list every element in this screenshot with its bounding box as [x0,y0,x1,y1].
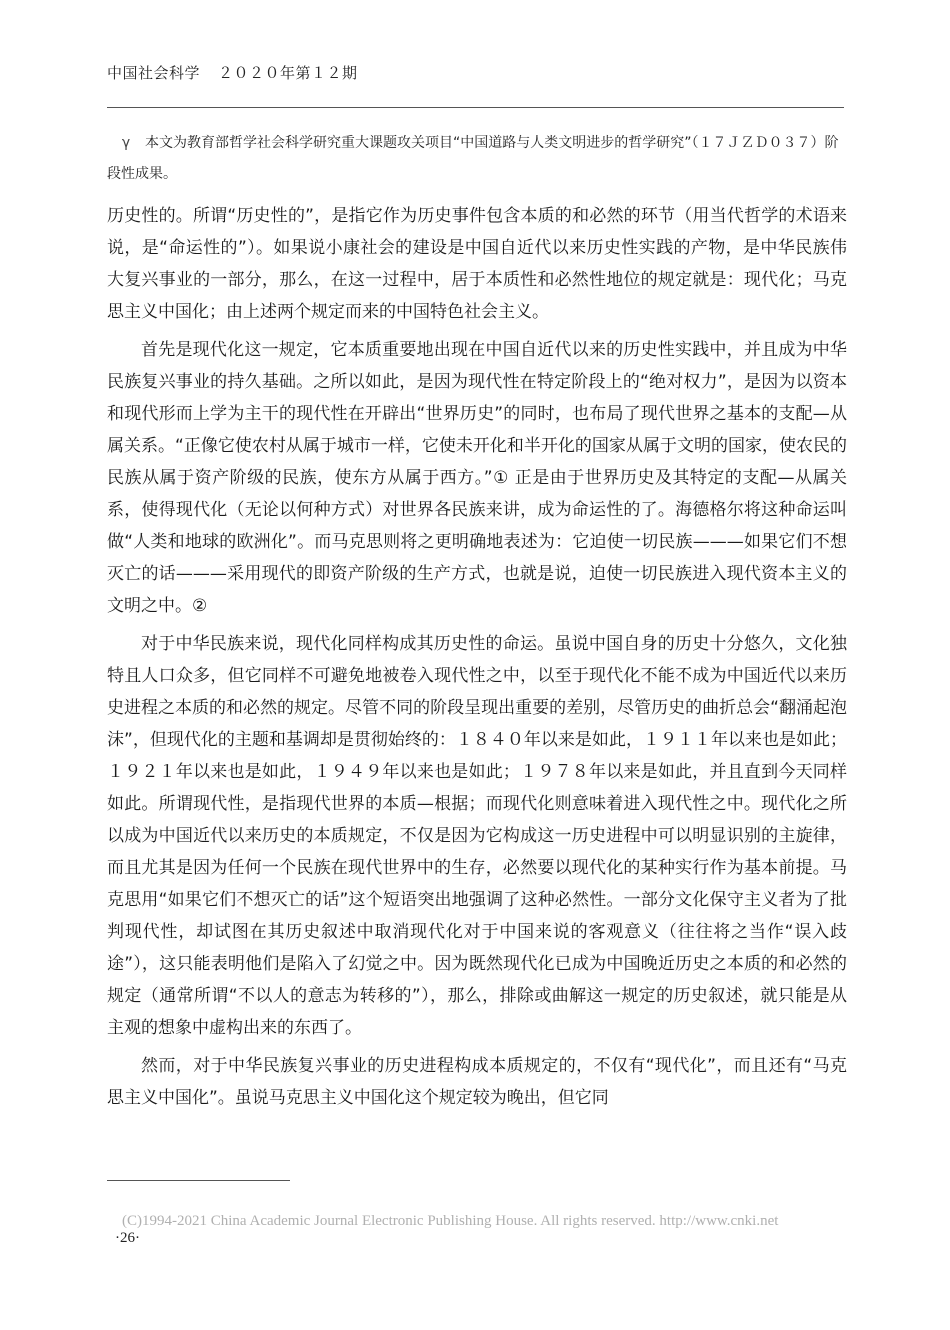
paragraph: 历史性的。所谓“历史性的”，是指它作为历史事件包含本质的和必然的环节（用当代哲学的术语来说，是“命运性的”）。如果说小康社会的建设是中国自近代以来历史性实践的产物，是中华民族伟大复兴事业的一部分，那么，在这一过程中，居于本质性和必然性地位的规定就是：现代化；马克思主义中国化；由上述两个规定而来的中国特色社会主义。 [107,206,847,322]
copyright-watermark: (C)1994-2021 China Academic Journal Electronic Publishing House. All rights reserved. http://www.cnki.net [122,1213,779,1229]
running-header [107,62,358,83]
paragraph: 然而，对于中华民族复兴事业的历史进程构成本质规定的，不仅有“现代化”，而且还有“马克思主义中国化”。虽说马克思主义中国化这个规定较为晚出，但它同 [107,1056,847,1108]
issue-label: ２０２０年第１２期 [218,64,358,82]
footnote-separator [107,1180,290,1181]
article-body [107,200,847,1120]
journal-title: 中国社会科学 [107,64,201,82]
paragraph: 首先是现代化这一规定，它本质重要地出现在中国自近代以来的历史性实践中，并且成为中华民族复兴事业的持久基础。之所以如此，是因为现代性在特定阶段上的“绝对权力”，是因为以资本和现代形而上学为主干的现代性在开辟出“世界历史”的同时，也布局了现代世界之基本的支配—从属关系。“正像它使农村从属于城市一样，它使未开化和半开化的国家从属于文明的国家，使农民的民族从属于资产阶级的民族，使东方从属于西方。”① 正是由于世界历史及其特定的支配—从属关系，使得现代化（无论以何种方式）对世界各民族来讲，成为命运性的了。海德格尔将这种命运叫做“人类和地球的欧洲化”。而马克思则将之更明确地表述为：它迫使一切民族———如果它们不想灭亡的话———采用现代的即资产阶级的生产方式，也就是说，迫使一切民族进入现代资本主义的文明之中。② [107,340,847,616]
footnote-text: 本文为教育部哲学社会科学研究重大课题攻关项目“中国道路与人类文明进步的哲学研究”（１７ＪＺＤ０３７）阶段性成果。 [107,135,839,182]
page-number: ·26· [115,1230,140,1246]
header-rule [107,107,844,108]
paragraph: 对于中华民族来说，现代化同样构成其历史性的命运。虽说中国自身的历史十分悠久，文化独特且人口众多，但它同样不可避免地被卷入现代性之中，以至于现代化不能不成为中国近代以来历史进程之本质的和必然的规定。尽管不同的阶段呈现出重要的差别，尽管历史的曲折总会“翻涌起泡沫”，但现代化的主题和基调却是贯彻始终的：１８４０年以来是如此，１９１１年以来也是如此；１９２１年以来也是如此，１９４９年以来也是如此；１９７８年以来是如此，并且直到今天同样如此。所谓现代性，是指现代世界的本质—根据；而现代化则意味着进入现代性之中。现代化之所以成为中国近代以来历史的本质规定，不仅是因为它构成这一历史进程中可以明显识别的主旋律，而且尤其是因为任何一个民族在现代世界中的生存，必然要以现代化的某种实行作为基本前提。马克思用“如果它们不想灭亡的话”这个短语突出地强调了这种必然性。一部分文化保守主义者为了批判现代性，却试图在其历史叙述中取消现代化对于中国来说的客观意义（往往将之当作“误入歧途”），这只能表明他们是陷入了幻觉之中。因为既然现代化已成为中国晚近历史之本质的和必然的规定（通常所谓“不以人的意志为转移的”），那么，排除或曲解这一规定的历史叙述，就只能是从主观的想象中虚构出来的东西了。 [107,634,847,1038]
footnote-marker: γ [121,135,131,151]
funding-footnote [107,128,847,190]
